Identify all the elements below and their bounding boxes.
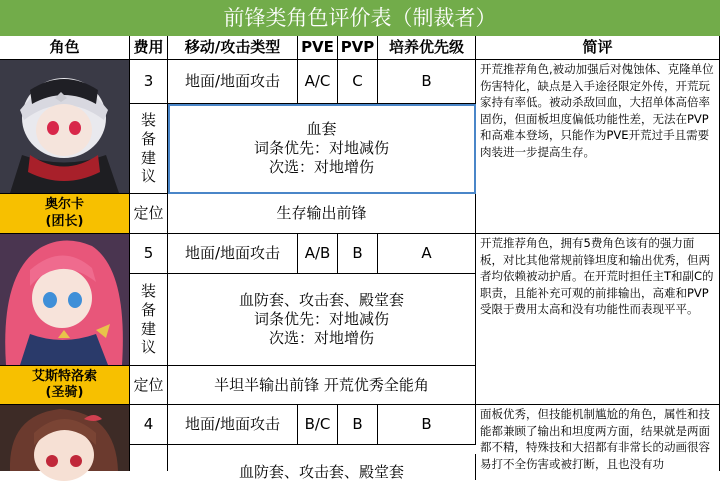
estrosso-priority: A — [378, 234, 476, 274]
estrosso-equip-line-1: 血防套、攻击套、殿堂套 — [238, 291, 404, 310]
char3-cost: 4 — [130, 405, 168, 445]
orca-portrait-art — [0, 60, 129, 193]
orca-priority: B — [378, 60, 476, 104]
char3-equip-partial: 血防套、攻击套、殿堂套 — [168, 454, 476, 480]
orca-equip-line-1: 血套 — [306, 120, 337, 139]
estrosso-name-label — [0, 366, 130, 405]
orca-move-attack: 地面/地面攻击 — [168, 60, 298, 104]
character-3-portrait-art — [0, 405, 129, 471]
orca-cost: 3 — [130, 60, 168, 104]
orca-equip[interactable] — [168, 104, 476, 194]
estrosso-equip — [168, 274, 476, 366]
char3-equip-label-partial — [130, 445, 168, 471]
portrait-estrosso — [0, 234, 130, 366]
orca-name: 奥尔卡 — [44, 197, 84, 213]
estrosso-equip-line-3: 次选：对地增伤 — [268, 328, 374, 347]
orca-name-label — [0, 194, 130, 234]
header-move-attack: 移动/攻击类型 — [168, 36, 298, 60]
header-priority: 培养优先级 — [378, 36, 476, 60]
header-comment: 简评 — [476, 36, 720, 60]
estrosso-position-label: 定位 — [130, 366, 168, 405]
estrosso-name: 艾斯特洛索 — [31, 368, 97, 384]
char3-pvp: B — [338, 405, 378, 445]
header-pvp: PVP — [338, 36, 378, 60]
estrosso-equip-label: 装备建议 — [130, 274, 168, 366]
header-role: 角色 — [0, 36, 130, 60]
portrait-character-3 — [0, 405, 130, 471]
char3-priority: B — [378, 405, 476, 445]
orca-equip-label: 装备建议 — [130, 104, 168, 194]
orca-pve: A/C — [298, 60, 338, 104]
estrosso-pve: A/B — [298, 234, 338, 274]
estrosso-comment: 开荒推荐角色，拥有5费角色该有的强力面板，对比其他常规前锋坦度和输出优秀，但两者均依赖被动护盾。在开荒时担任主T和副C的职责，且能补充可观的前排输出，高难和PVP受限于费用太高和没有功能性而表现平平。 — [476, 234, 720, 405]
orca-subtitle: (团长) — [45, 213, 84, 229]
header-cost: 费用 — [130, 36, 168, 60]
orca-comment: 开荒推荐角色,被动加强后对傀蚀体、克隆单位伤害特化，缺点是入手途径限定外传，开荒玩家持有率低。被动杀敌回血，大招单体高倍率固伤，但面板坦度偏低功能性差，无法在PVP和高难本登场，只能作为PVE开荒过手且需要肉装进一步提高生存。 — [476, 60, 720, 234]
estrosso-portrait-art — [0, 234, 129, 365]
orca-position-label: 定位 — [130, 194, 168, 234]
estrosso-move-attack: 地面/地面攻击 — [168, 234, 298, 274]
estrosso-pvp: B — [338, 234, 378, 274]
portrait-orca — [0, 60, 130, 194]
char3-move-attack: 地面/地面攻击 — [168, 405, 298, 445]
orca-equip-line-3: 次选：对地增伤 — [268, 157, 374, 176]
char3-comment: 面板优秀，但技能机制尴尬的角色，属性和技能都兼顾了输出和坦度两方面，结果就是两面都不精，特殊技和大招都有非常长的动画很容易打不全伤害或被打断，且也没有功 — [476, 405, 720, 471]
estrosso-position: 半坦半输出前锋 开荒优秀全能角 — [168, 366, 476, 405]
estrosso-equip-line-2: 词条优先：对地减伤 — [253, 310, 389, 329]
estrosso-cost: 5 — [130, 234, 168, 274]
orca-equip-line-2: 词条优先：对地减伤 — [253, 139, 389, 158]
estrosso-subtitle: (圣骑) — [45, 385, 84, 400]
orca-pvp: C — [338, 60, 378, 104]
char3-pve: B/C — [298, 405, 338, 445]
sheet-title: 前锋类角色评价表（制裁者） — [0, 0, 720, 36]
header-pve: PVE — [298, 36, 338, 60]
orca-position: 生存输出前锋 — [168, 194, 476, 234]
